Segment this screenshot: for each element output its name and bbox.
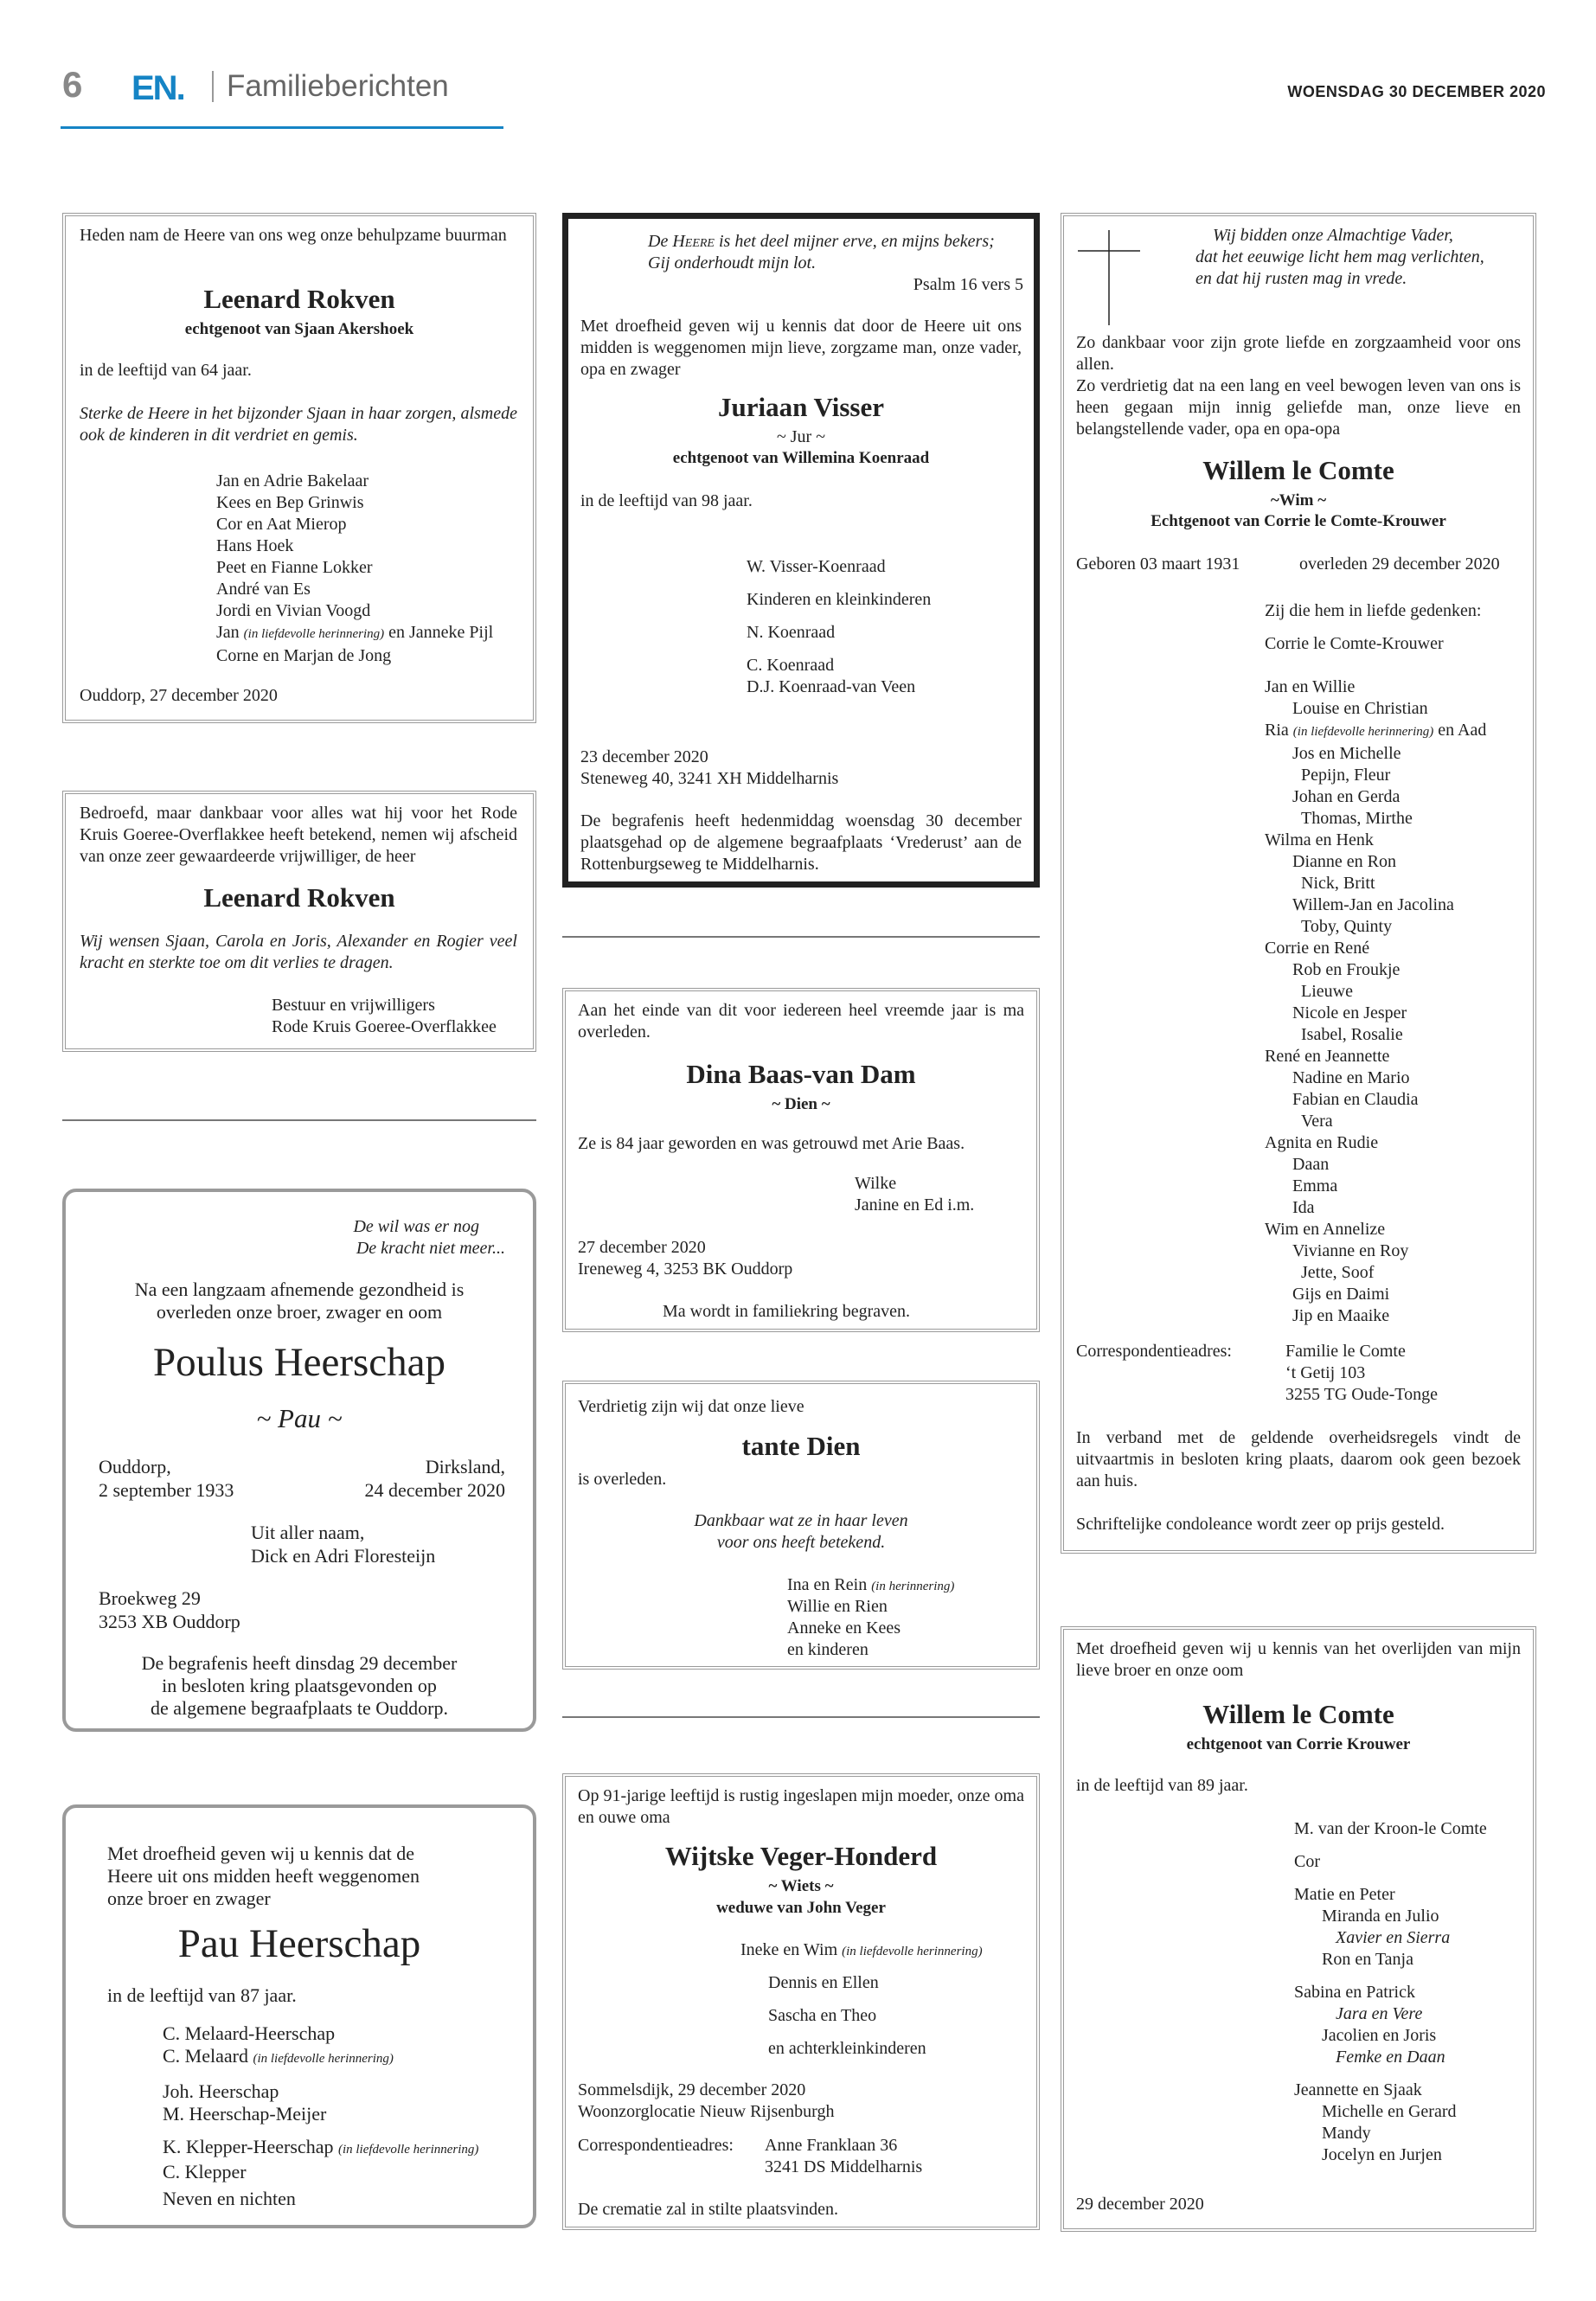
mourner: Jan (in liefdevolle herinnering) en Janneke Pijl	[216, 623, 494, 642]
family-member: Lieuwe	[1301, 982, 1353, 1001]
family-member: Nick, Britt	[1301, 874, 1375, 893]
notice-intro: Heden nam de Heere van ons weg onze behulpzame buurman	[80, 226, 507, 245]
notice-quote: Wij bidden onze Almachtige Vader,	[1213, 226, 1453, 245]
deceased-nickname: ~Wim ~	[1270, 491, 1327, 510]
address-label: Correspondentieadres:	[578, 2136, 734, 2155]
family-member: Pepijn, Fleur	[1301, 766, 1391, 785]
place-date: Sommelsdijk, 29 december 2020	[578, 2080, 806, 2099]
family-member: Corrie en René	[1265, 939, 1370, 958]
mourner: Jara en Vere	[1336, 2004, 1423, 2023]
deceased-subtitle: weduwe van John Veger	[716, 1899, 886, 1917]
mourner: D.J. Koenraad-van Veen	[747, 677, 916, 696]
notice-willem-le-comte-sibling	[1061, 1626, 1536, 2232]
notice-date: 23 december 2020	[580, 747, 708, 766]
family-member: Ria (in liefdevolle herinnering) en Aad	[1265, 721, 1487, 740]
notice-thanks: voor ons heeft betekend.	[716, 1533, 886, 1552]
address-line: 3253 XB Ouddorp	[99, 1611, 240, 1632]
signature-line: Uit aller naam,	[251, 1522, 365, 1543]
mourner: André van Es	[216, 580, 311, 599]
funeral-info: De crematie zal in stilte plaatsvinden.	[578, 2200, 838, 2219]
address-label: Correspondentieadres:	[1076, 1342, 1232, 1361]
mourner: Willie en Rien	[787, 1597, 888, 1616]
notice-quote: De wil was er nog	[353, 1217, 479, 1236]
funeral-info: de algemene begraafplaats te Ouddorp.	[151, 1697, 448, 1719]
deceased-name: Dina Baas-van Dam	[686, 1059, 916, 1089]
mourner: Ineke en Wim (in liefdevolle herinnering)	[740, 1940, 983, 1959]
deceased-age: in de leeftijd van 89 jaar.	[1076, 1776, 1248, 1795]
notice-intro: Bedroefd, maar dankbaar voor alles wat hij voor het Rode Kruis Goeree-Overflakkee heeft betekend, nemen wij afscheid van onze zeer gewaardeerde vrijwilliger, de heer	[80, 804, 517, 866]
birth-date: Geboren 03 maart 1931	[1076, 554, 1240, 574]
notice-wish: Wij wensen Sjaan, Carola en Joris, Alexander en Rogier veel kracht en sterkte toe om dit verlies te dragen.	[80, 932, 517, 972]
notice-quote: De Heere is het deel mijner erve, en mijns bekers;	[648, 232, 995, 251]
mourner: C. Melaard (in liefdevolle herinnering)	[163, 2045, 394, 2067]
notice-quote: De kracht niet meer...	[356, 1239, 505, 1258]
mourner: K. Klepper-Heerschap (in liefdevolle herinnering)	[163, 2136, 479, 2157]
birth-date: 2 september 1933	[99, 1479, 234, 1501]
mourner: Sabina en Patrick	[1294, 1983, 1415, 2002]
family-member: Fabian en Claudia	[1292, 1090, 1419, 1109]
notice-intro: Aan het einde van dit voor iedereen heel vreemde jaar is ma overleden.	[578, 1001, 1024, 1042]
address-line: 3255 TG Oude-Tonge	[1285, 1385, 1438, 1404]
mourner: Kees en Bep Grinwis	[216, 493, 364, 512]
mourners-list	[1294, 1818, 1487, 2166]
quote-source: Psalm 16 vers 5	[913, 275, 1023, 294]
funeral-info: Ma wordt in familiekring begraven.	[663, 1302, 911, 1321]
notice-intro: Met droefheid geven wij u kennis van het overlijden van mijn lieve broer en onze oom	[1076, 1639, 1521, 1680]
family-member: Jip en Maaike	[1292, 1306, 1390, 1325]
mourner: Jordi en Vivian Voogd	[216, 601, 371, 620]
deceased-name: Leenard Rokven	[203, 882, 395, 913]
notice-willem-le-comte-family	[1061, 213, 1536, 1554]
funeral-info: De begrafenis heeft dinsdag 29 december	[141, 1652, 458, 1674]
newspaper-logo: EN.	[131, 69, 184, 107]
family-member: Gijs en Daimi	[1292, 1285, 1390, 1304]
mourners-list	[163, 2022, 478, 2210]
family-member: Agnita en Rudie	[1265, 1133, 1379, 1152]
header-divider	[212, 71, 214, 102]
notice-intro: Zo dankbaar voor zijn grote liefde en zorgzaamheid voor ons allen.	[1076, 333, 1521, 374]
funeral-info: De begrafenis heeft hedenmiddag woensdag 30 december plaatsgehad op de algemene begraafplaats ‘Vrederust’ aan de Rottenburgseweg te Middelharnis.	[580, 811, 1022, 874]
mourner: Xavier en Sierra	[1336, 1928, 1451, 1947]
mourner: Kinderen en kleinkinderen	[747, 590, 932, 609]
notice-leenard-rokven-red-cross	[62, 791, 536, 1052]
address-line: Anne Franklaan 36	[765, 2136, 898, 2155]
family-member: René en Jeannette	[1265, 1047, 1390, 1066]
family-member: Rob en Froukje	[1292, 960, 1401, 979]
page-number: 6	[62, 64, 83, 105]
deceased-name: Wijtske Veger-Honderd	[664, 1841, 938, 1871]
notice-date: 27 december 2020	[578, 1238, 706, 1257]
notice-leenard-rokven-neighbours	[62, 213, 536, 723]
mourner: Matie en Peter	[1294, 1885, 1395, 1904]
mourner: Cor	[1294, 1852, 1320, 1871]
notice-wijtske-veger-honderd	[562, 1773, 1040, 2230]
mourner: Mandy	[1322, 2124, 1371, 2143]
family-member: Toby, Quinty	[1301, 917, 1393, 936]
mourner: Cor en Aat Mierop	[216, 515, 347, 534]
family-member: Thomas, Mirthe	[1301, 809, 1413, 828]
mourner: N. Koenraad	[747, 623, 836, 642]
deceased-subtitle: echtgenoot van Sjaan Akershoek	[184, 320, 414, 338]
notice-intro: Met droefheid geven wij u kennis dat de	[107, 1843, 414, 1864]
mourner: Janine en Ed i.m.	[855, 1195, 975, 1215]
mourner: Jocelyn en Jurjen	[1322, 2145, 1442, 2164]
mourner: C. Koenraad	[747, 656, 835, 675]
deceased-name: Willem le Comte	[1202, 1699, 1394, 1729]
remembrance-line: Zij die hem in liefde gedenken:	[1265, 601, 1482, 620]
family-member: Daan	[1292, 1155, 1330, 1174]
mourner: Michelle en Gerard	[1322, 2102, 1457, 2121]
notice-quote: dat het eeuwige licht hem mag verlichten,	[1195, 247, 1484, 266]
family-member: Nadine en Mario	[1292, 1068, 1410, 1087]
spouse: Corrie le Comte-Krouwer	[1265, 634, 1444, 653]
family-member: Willem-Jan en Jacolina	[1292, 895, 1454, 914]
notice-intro: Heere uit ons midden heeft weggenomen	[107, 1865, 420, 1887]
mourner: Dennis en Ellen	[768, 1973, 879, 1992]
column-divider	[562, 1716, 1040, 1718]
address-line: 3241 DS Middelharnis	[765, 2157, 923, 2176]
mourner: Anneke en Kees	[787, 1618, 901, 1638]
family-member: Jette, Soof	[1301, 1263, 1375, 1282]
notice-juriaan-visser	[562, 213, 1040, 888]
notice-intro: overleden onze broer, zwager en oom	[156, 1301, 443, 1323]
notice-intro: Met droefheid geven wij u kennis dat door de Heere uit ons midden is weggenomen mijn lieve, zorgzame man, onze vader, opa en zwager	[580, 317, 1022, 379]
family-member: Vivianne en Roy	[1292, 1241, 1409, 1260]
deceased-age: in de leeftijd van 87 jaar.	[107, 1984, 297, 2006]
deceased-nickname: ~ Jur ~	[776, 427, 826, 446]
mourner: M. van der Kroon-le Comte	[1294, 1819, 1487, 1838]
notice-tante-dien	[562, 1381, 1040, 1670]
deceased-age: in de leeftijd van 64 jaar.	[80, 361, 252, 380]
family-member: Nicole en Jesper	[1292, 1003, 1407, 1022]
family-member: Jan en Willie	[1265, 677, 1356, 696]
address-line: Ireneweg 4, 3253 BK Ouddorp	[578, 1259, 793, 1279]
condolence-note: Schriftelijke condoleance wordt zeer op prijs gesteld.	[1076, 1515, 1445, 1534]
deceased-name: Pau Heerschap	[177, 1921, 421, 1966]
death-date: overleden 29 december 2020	[1299, 554, 1500, 574]
family-member: Isabel, Rosalie	[1301, 1025, 1403, 1044]
deceased-subtitle: Echtgenoot van Corrie le Comte-Krouwer	[1151, 512, 1446, 530]
deceased-name: Poulus Heerschap	[152, 1340, 446, 1385]
birth-place: Ouddorp,	[99, 1456, 171, 1477]
mourner: Miranda en Julio	[1322, 1907, 1439, 1926]
header-rule	[61, 126, 503, 129]
mourner: Corne en Marjan de Jong	[216, 646, 392, 665]
mourner: Joh. Heerschap	[163, 2080, 279, 2102]
signature-line: Bestuur en vrijwilligers	[272, 996, 435, 1015]
mourner: Femke en Daan	[1336, 2048, 1445, 2067]
place-date: Ouddorp, 27 december 2020	[80, 686, 278, 705]
mourners-list	[216, 471, 493, 667]
deceased-name: tante Dien	[741, 1431, 861, 1461]
family-member: Vera	[1301, 1112, 1333, 1131]
family-list	[1265, 676, 1486, 1327]
family-member: Wilma en Henk	[1265, 830, 1374, 849]
notice-thanks: Dankbaar wat ze in haar leven	[694, 1511, 908, 1530]
mourner: Jan en Adrie Bakelaar	[216, 471, 369, 490]
address-line: Familie le Comte	[1285, 1342, 1406, 1361]
mourner: Wilke	[855, 1174, 897, 1193]
funeral-info: In verband met de geldende overheidsregels vindt de uitvaartmis in besloten kring plaats, daarom ook geen bezoek aan huis.	[1076, 1428, 1521, 1490]
deceased-name: Leenard Rokven	[203, 284, 395, 314]
notice-quote: Gij onderhoudt mijn lot.	[648, 253, 817, 272]
family-member: Jos en Michelle	[1292, 744, 1401, 763]
location: Woonzorglocatie Nieuw Rijsenburgh	[578, 2102, 835, 2121]
issue-date: WOENSDAG 30 DECEMBER 2020	[1287, 83, 1546, 100]
death-date: 24 december 2020	[364, 1479, 505, 1501]
family-member: Dianne en Ron	[1292, 852, 1396, 871]
notice-dina-baas-van-dam	[562, 988, 1040, 1332]
notice-wish: Sterke de Heere in het bijzonder Sjaan in haar zorgen, alsmede ook de kinderen in dit verdriet en gemis.	[80, 404, 517, 445]
signature-line: Rode Kruis Goeree-Overflakkee	[272, 1017, 497, 1036]
address-line: ‘t Getij 103	[1285, 1363, 1366, 1382]
deceased-subtitle: echtgenoot van Corrie Krouwer	[1186, 1735, 1411, 1753]
notice-intro: Na een langzaam afnemende gezondheid is	[134, 1279, 465, 1300]
notice-date: 29 december 2020	[1076, 2195, 1204, 2214]
deceased-nickname: ~ Dien ~	[772, 1095, 830, 1113]
notice-intro: Verdrietig zijn wij dat onze lieve	[578, 1397, 804, 1416]
funeral-info: in besloten kring plaatsgevonden op	[162, 1675, 437, 1696]
notice-intro: Zo verdrietig dat na een lang en veel bewogen leven van ons is heen gegaan mijn innig geliefde man, onze lieve en belangstellende vader, opa en opa-opa	[1076, 376, 1521, 439]
mourner: Peet en Fianne Lokker	[216, 558, 373, 577]
column-divider	[62, 1119, 536, 1121]
mourner: Ron en Tanja	[1322, 1950, 1413, 1969]
deceased-subtitle: echtgenoot van Willemina Koenraad	[672, 449, 930, 467]
family-member: Johan en Gerda	[1292, 787, 1401, 806]
deceased-nickname: ~ Wiets ~	[768, 1877, 834, 1895]
mourner: Hans Hoek	[216, 536, 294, 555]
mourner: Sascha en Theo	[768, 2006, 877, 2025]
mourner: C. Klepper	[163, 2161, 247, 2182]
family-member: Emma	[1292, 1176, 1338, 1195]
signature-line: Dick en Adri Floresteijn	[251, 1545, 436, 1567]
mourner: Jeannette en Sjaak	[1294, 2080, 1422, 2099]
cross-icon	[1074, 227, 1144, 330]
notice-text: is overleden.	[578, 1470, 667, 1489]
notice-intro: Op 91-jarige leeftijd is rustig ingeslapen mijn moeder, onze oma en ouwe oma	[578, 1786, 1024, 1827]
deceased-age: in de leeftijd van 98 jaar.	[580, 491, 753, 510]
column-divider	[562, 936, 1040, 938]
notice-pau-heerschap	[62, 1804, 536, 2228]
address-line: Steneweg 40, 3241 XH Middelharnis	[580, 769, 839, 788]
mourner: M. Heerschap-Meijer	[163, 2103, 327, 2125]
section-title: Familieberichten	[227, 69, 449, 103]
mourner: Neven en nichten	[163, 2188, 296, 2209]
address-line: Broekweg 29	[99, 1587, 201, 1609]
notice-info: Ze is 84 jaar geworden en was getrouwd met Arie Baas.	[578, 1134, 965, 1153]
death-place: Dirksland,	[425, 1456, 505, 1477]
mourner: Ina en Rein (in herinnering)	[787, 1575, 955, 1594]
mourner: W. Visser-Koenraad	[747, 557, 886, 576]
notice-quote: en dat hij rusten mag in vrede.	[1195, 269, 1407, 288]
mourner: Jacolien en Joris	[1322, 2026, 1437, 2045]
family-member: Ida	[1292, 1198, 1315, 1217]
notice-poulus-heerschap	[62, 1189, 536, 1732]
deceased-nickname: ~ Pau ~	[256, 1403, 343, 1433]
family-member: Louise en Christian	[1292, 699, 1428, 718]
mourner: en achterkleinkinderen	[768, 2039, 926, 2058]
mourner: C. Melaard-Heerschap	[163, 2022, 336, 2044]
mourner: en kinderen	[787, 1640, 869, 1659]
notice-intro: onze broer en zwager	[107, 1888, 271, 1909]
deceased-name: Juriaan Visser	[717, 392, 885, 422]
family-member: Wim en Annelize	[1265, 1220, 1386, 1239]
deceased-name: Willem le Comte	[1202, 455, 1394, 485]
